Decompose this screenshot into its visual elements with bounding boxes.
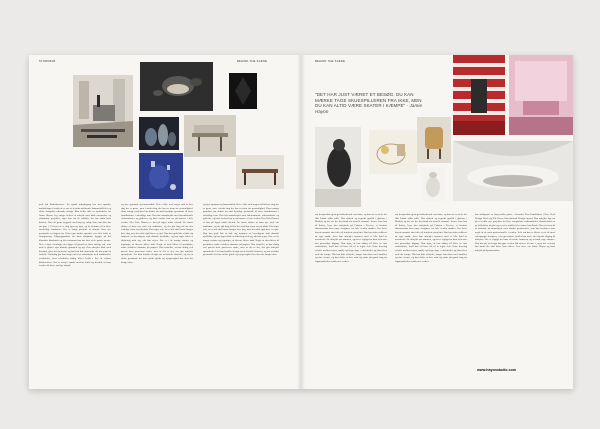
black-decor-photo-icon bbox=[229, 73, 257, 109]
white-room-photo-icon bbox=[453, 141, 573, 201]
body-column-4: han stadigvæk en lang række priser - herunder Best Installation i New York Design Week og Elle Decor International Design Award. Han arbejder lige nu på en række nye projekter for flere europæiske virksomheder, blandt andet en ny kollektion af glas og en serie møbler til en større hotelkæde. Han ser frem til at fortsætte sit samarbejde med danske producenter, som han beskriver som nogle af de mest professionelle i verden. Selv om han er blevet en af de mest efterspurgte designere i sin generation, holder han fast i sin legende tilgang til arbejdet. Det er vigtigt for ham at bevare humoren og at turde tage chancer. Han tror på, at design kan gøre verden lidt sjovere at være i, og at det er netop den tanke der skal drive ham videre. Læs mere om Jaime Hayon og hans arbejde på hjemmesiden. bbox=[475, 213, 555, 252]
left-page bbox=[29, 55, 301, 389]
blue-chair-photo-icon bbox=[139, 153, 183, 199]
striped-room-photo-icon bbox=[453, 55, 505, 135]
body-column-2b: og sjov spontant og humoristisk. Det er ikke med nogen mål at lave ting der er pæne, men i stedet ting der har en form for personlighed. Hans mange projekter har skiftet fra små hjemlige genstande til store installationer i offentlige rum. Han har samarbejdet med internationale virksomheder og gallerier, og hans værker kan ses på museer i hele verden. Hos Fritz Hansen er han på ingen måde ukendt. De første skitser af hans nye stole var ambitiøse, og der gik lang tid før den endelige form var på plads. Han siger selv, at en stol skal kunne bruges hver dag, men den skal også have en sjæl. Han kan godt lide at lade sig inspirere af hverdagens små absurde øjeblikke, og han tager altid en skitsebog med sig, når han rejser. Det er i de mange notater og tegninger, at ideerne bliver født. Nogle af dem bliver til produkter, andre forbliver drømme på papiret. Han fortæller, at han aldrig ved præcis hvor processen ender, men at det er det, der gør arbejdet spændende. For ham handler design om at fortælle historier, og om at skabe genstande der kan vække glæde og nysgerrighed hos dem der bruger dem. bbox=[203, 203, 279, 257]
glass-vessels-photo-icon bbox=[139, 117, 179, 150]
pink-interior-photo-icon bbox=[509, 55, 573, 135]
section-header-center-left: BEHIND THE SCENE bbox=[237, 60, 268, 63]
desk-photo-icon bbox=[236, 155, 284, 189]
right-page bbox=[301, 55, 573, 389]
body-column-3: var hensynsløs og meget udfordrende som barn, og han var en af de der ikke kunne sidde stille. Han skatede og tegnede graffiti i gaderne i Madrid, og det var her han fandt sin visuelle stemme. Senere kom han til Italien, hvor han arbejdede på Fabrica i Treviso, et kreativt laboratorium hvor unge designere fra hele verden mødtes. Her lærte han at omsætte sine idéer til konkrete projekter. Han har siden etableret sit eget studie, hvor han arbejder sammen med et lille hold af assistenter. De arbejder tæt sammen, og det er vigtigt for ham at bevare den personlige tilgang. Han siger, at han aldrig vil blive en stor virksomhed, fordi han vil have tid til at tegne selv. Hans hverdag veksler mellem rejser, møder og lange dage i værkstedet, og han trives med det tempo. Når han ikke arbejder, bruger han tiden med familien og sine venner, og han elsker at lave mad og samle på gamle ting fra loppemarkeder rundt om i verden. bbox=[315, 213, 387, 263]
ceramic-figure-photo-icon bbox=[315, 127, 361, 207]
sketch-photo-icon bbox=[369, 130, 417, 174]
white-vessel-photo-icon bbox=[421, 167, 445, 201]
pull-quote-attribution: - Jamie Hayon bbox=[315, 103, 423, 114]
body-column-3b: var hensynsløs og meget udfordrende som barn, og han var en af de der ikke kunne sidde stille. Han skatede og tegnede graffiti i gaderne i Madrid, og det var her han fandt sin visuelle stemme. Senere kom han til Italien, hvor han arbejdede på Fabrica i Treviso, et kreativt laboratorium hvor unge designere fra hele verden mødtes. Her lærte han at omsætte sine idéer til konkrete projekter. Han har siden etableret sit eget studie, hvor han arbejder sammen med et lille hold af assistenter. De arbejder tæt sammen, og det er vigtigt for ham at bevare den personlige tilgang. Han siger, at han aldrig vil blive en stor virksomhed, fordi han vil have tid til at tegne selv. Hans hverdag veksler mellem rejser, møder og lange dage i værkstedet, og han trives med det tempo. Når han ikke arbejder, bruger han tiden med familien og sine venner, og han elsker at lave mad og samle på gamle ting fra loppemarkeder rundt om i verden. bbox=[395, 213, 467, 263]
section-header-left: STORKBAB bbox=[39, 60, 56, 63]
table-photo-icon bbox=[184, 115, 236, 157]
lamp-photo-icon bbox=[140, 62, 213, 111]
hall-photo-icon bbox=[73, 75, 133, 147]
armchair-photo-icon bbox=[417, 117, 451, 163]
studio-url-link[interactable]: www.hayonstudio.com bbox=[477, 368, 517, 372]
section-header-center-right: BEHIND THE SCENE bbox=[315, 60, 346, 63]
body-column-1: med lyd Københavnere. En typisk arbejdsgang hos den spanske multidesigner består af et sæt af at tankevækkende drømmebilleder og skabe kompakt velkendte design. Men heller ikke en nyskabelse for Jaime Hayon. Jeg vælger hellere at arbejde med både mennesker og vidtstrakte projekter, siger han om de stilskift, der har skabt hans karriere. Han vil gerne begynde med ting og vælge dem, han ikke har sat spor i. Vi lærer at se ting igen og igen, og de kommer til at have forskellige karakterer. Det er lange perioder af arbejde hvor nye genstande ser dagens lys. Hans egne tanker spænder over hele feltet af formgivning. Udgangspunktet for hans skulpturer bygger på det klassiske håndværk og den formsans han har lært af de gamle mestre. Det er disse erfaringer der ligger til grund for hans særlige stil, som med et glimt i øjet blander gammelt og nyt. Han arbejder både med keramik, glas, træ og metal, og han kan lide materialer der har noget at fortælle. Samtidig gør han meget ud af at samarbejde med traditionelle værksteder, hvor teknikken stadig bliver holdt i live af erfarne håndværkere. Det er netop i mødet mellem fortid og fremtid, at hans værker får deres særlige udtryk. bbox=[39, 203, 111, 268]
magazine-spread bbox=[29, 55, 573, 389]
body-column-2: og sjov spontant og humoristisk. Det er ikke med nogen mål at lave ting der er pæne, men i stedet ting der har en form for personlighed. Hans mange projekter har skiftet fra små hjemlige genstande til store installationer i offentlige rum. Han har samarbejdet med internationale virksomheder og gallerier, og hans værker kan ses på museer i hele verden. Hos Fritz Hansen er han på ingen måde ukendt. De første skitser af hans nye stole var ambitiøse, og der gik lang tid før den endelige form var på plads. Han siger selv, at en stol skal kunne bruges hver dag, men den skal også have en sjæl. Han kan godt lide at lade sig inspirere af hverdagens små absurde øjeblikke, og han tager altid en skitsebog med sig, når han rejser. Det er i de mange notater og tegninger, at ideerne bliver født. Nogle af dem bliver til produkter, andre forbliver drømme på papiret. Han fortæller, at han aldrig ved præcis hvor processen ender, men at det er det, der gør arbejdet spændende. For ham handler design om at fortælle historier, og om at skabe genstande der kan vække glæde og nysgerrighed hos dem der bruger dem. bbox=[121, 203, 193, 264]
pull-quote bbox=[315, 92, 429, 114]
pull-quote-text: "DET HAR JUST VÆRET ET BESØG. DU KAN MÆRKE TAGE SKUESPILLEREN FRA IKKE, MEN DU KAN ALTID VÆRE SKATER I KÆMPE" bbox=[315, 92, 422, 109]
